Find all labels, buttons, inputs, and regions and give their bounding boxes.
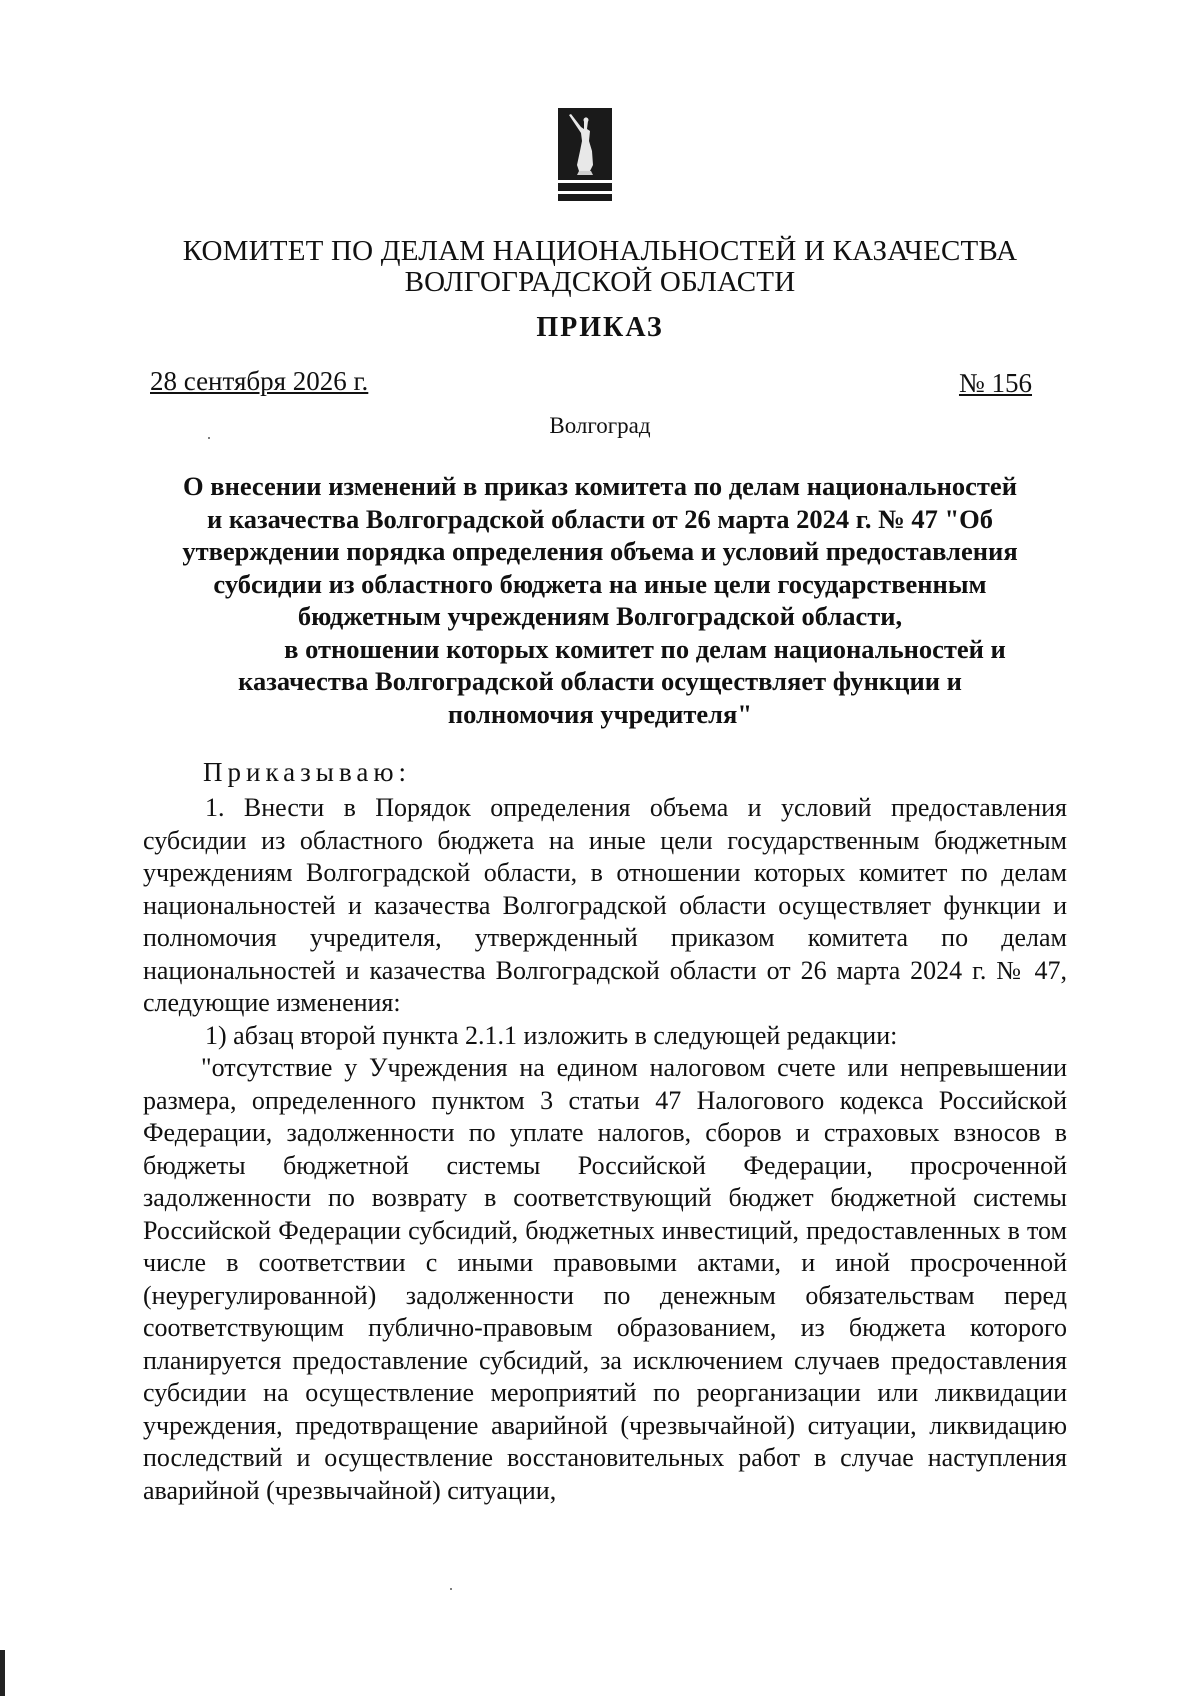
document-type-title: ПРИКАЗ	[536, 312, 664, 343]
subject-line: казачества Волгоградской области осуществляет функции и	[238, 666, 962, 696]
volgograd-emblem-icon	[557, 107, 613, 202]
organization-name-line2: ВОЛГОГРАДСКОЙ ОБЛАСТИ	[404, 266, 796, 298]
document-date: 28 сентября 2026 г.	[150, 366, 369, 396]
order-intro: Приказываю:	[203, 757, 411, 787]
subject-line: бюджетным учреждениям Волгоградской области,	[297, 601, 903, 631]
body-paragraph: "отсутствие у Учреждения на едином налоговом счете или непревышении размера, определенного пунктом 3 статьи 47 Налогового кодекса Российской Федерации, задолженности по уплате налогов, сборов и страховых взносов в бюджеты бюджетной системы Российской Федерации, просроченной задолженности по возврату в соответствующий бюджет бюджетной системы Российской Федерации субсидий, бюджетных инвестиций, предоставленных в том числе в соответствии с иными правовыми актами, и иной просроченной (неурегулированной) задолженности по денежным обязательствам перед соответствующим публично-правовым образованием, из бюджета которого планируется предоставление субсидий, за исключением случаев предоставления субсидии на осуществление мероприятий по реорганизации или ликвидации учреждения, предотвращение аварийной (чрезвычайной) ситуации, ликвидацию последствий и осуществление восстановительных работ в случае наступления аварийной (чрезвычайной) ситуации,	[143, 1053, 1067, 1505]
scan-speck	[208, 437, 210, 439]
body-paragraph: 1) абзац второй пункта 2.1.1 изложить в следующей редакции:	[205, 1020, 898, 1050]
scan-speck	[450, 1588, 452, 1590]
scan-edge-mark	[0, 1650, 5, 1696]
subject-line: О внесении изменений в приказ комитета по делам национальностей	[183, 471, 1017, 501]
subject-line: и казачества Волгоградской области от 26 марта 2024 г. № 47 "Об	[206, 503, 994, 534]
document-body	[143, 792, 1067, 1507]
document-city: Волгоград	[549, 413, 651, 438]
organization-name-line1: КОМИТЕТ ПО ДЕЛАМ НАЦИОНАЛЬНОСТЕЙ И КАЗАЧЕСТВА	[182, 235, 1018, 267]
document-subject	[150, 470, 1050, 730]
subject-line: утверждении порядка определения объема и условий предоставления	[182, 536, 1018, 566]
document-number: № 156	[958, 368, 1032, 398]
subject-line: полномочия учредителя"	[447, 698, 753, 729]
body-paragraph: 1. Внести в Порядок определения объема и условий предоставления субсидии из областного бюджета на иные цели государственным бюджетным учреждениям Волгоградской области, в отношении которых комитет по делам национальностей и казачества Волгоградской области осуществляет функции и полномочия учредителя, утвержденный приказом комитета по делам национальностей и казачества Волгоградской области от 26 марта 2024 г. № 47, следующие изменения:	[143, 793, 1067, 1017]
subject-line: субсидии из областного бюджета на иные цели государственным	[213, 568, 987, 599]
subject-line: в отношении которых комитет по делам национальностей и	[284, 633, 1006, 664]
